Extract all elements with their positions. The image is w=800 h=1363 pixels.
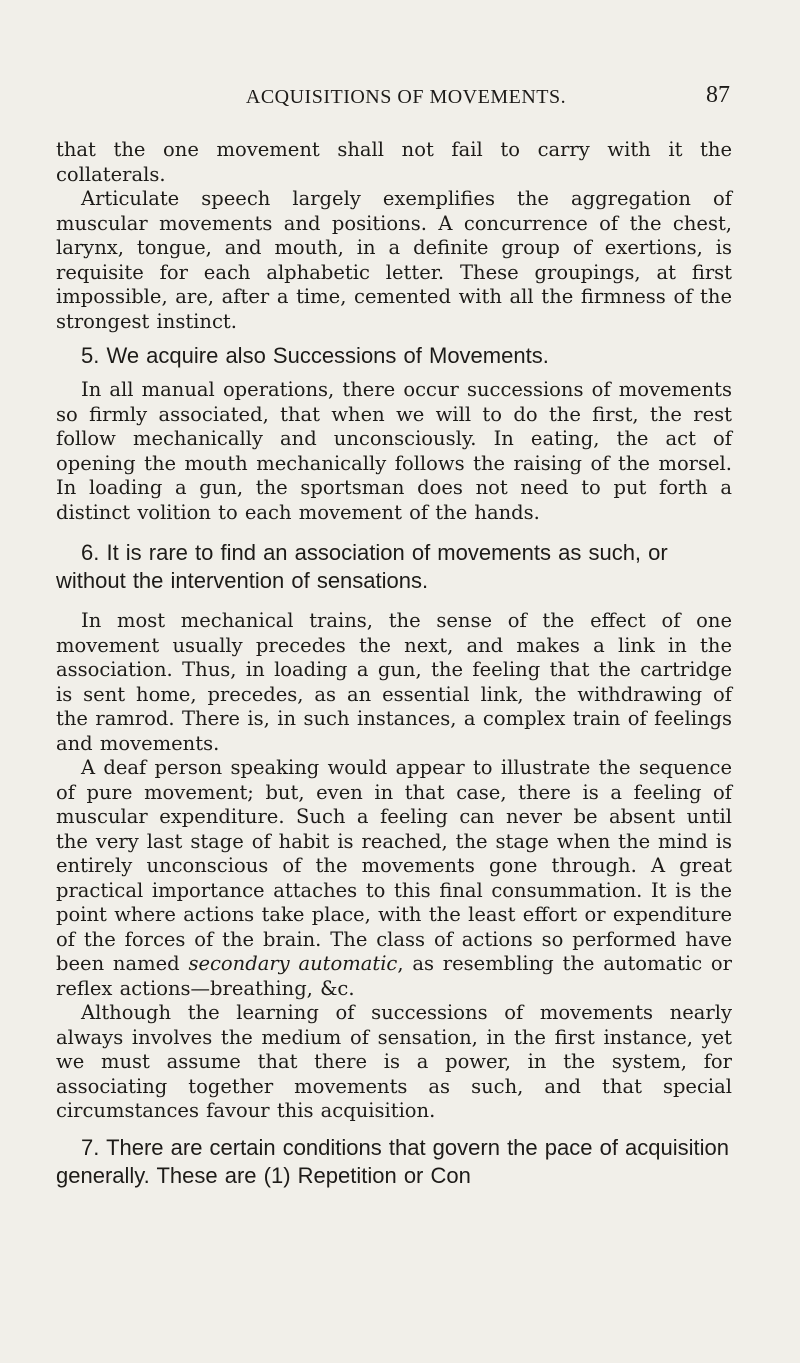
term-secondary-automatic: secondary automatic: [188, 952, 398, 975]
paragraph-although: Although the learning of successions of movements nearly always involves the medium of sensation, in the first instance, yet we must assume that there is a power, in the system, for associating together movements as such, and that special circumstances favour this acquisition.: [56, 1001, 732, 1122]
page-number: 87: [706, 82, 730, 108]
paragraph-collaterals: that the one movement shall not fail to carry with it the collaterals.: [56, 138, 732, 186]
section-heading-6: 6. It is rare to find an association of movements as such, or without the intervention of sensations.: [56, 540, 668, 593]
section-heading-7: 7. There are certain conditions that govern the pace of acquisition generally. These are (1) Repetition or Con: [56, 1134, 729, 1188]
page-body: [56, 138, 732, 1190]
paragraph-articulate-speech: Articulate speech largely exemplifies the aggregation of muscular movements and positions. A concurrence of the chest, larynx, tongue, and mouth, in a definite group of exertions, is requisite for each alphabetic letter. These groupings, at first impossible, are, after a time, cemented with all the firmness of the strongest instinct.: [56, 187, 732, 333]
paragraph-deaf-person: [56, 756, 732, 1001]
section-heading-5: 5. We acquire also Successions of Movements.: [81, 343, 549, 368]
paragraph-deaf-person-tail: , as resembling the automatic or reflex actions—breathing, &c.: [56, 952, 732, 1000]
paragraph-mechanical-trains: In most mechanical trains, the sense of the effect of one movement usually precedes the next, and makes a link in the association. Thus, in loading a gun, the feeling that the cartridge is sent home, precedes, as an essential link, the withdrawing of the ramrod. There is, in such instances, a complex train of feelings and movements.: [56, 609, 732, 755]
running-head: ACQUISITIONS OF MOVEMENTS.: [245, 86, 567, 108]
paragraph-deaf-person-text: A deaf person speaking would appear to illustrate the sequence of pure movement; but, even in that case, there is a feeling of muscular expenditure. Such a feeling can never be absent until the very last stage of habit is reached, the stage when the mind is entirely unconscious of the movements gone through. A great practical importance attaches to this final consummation. It is the point where actions take place, with the least effort or expenditure of the forces of the brain. The class of actions so performed have been named: [56, 756, 732, 975]
paragraph-manual-operations: In all manual operations, there occur successions of movements so firmly associated, that when we will to do the first, the rest follow mechanically and unconsciously. In eating, the act of opening the mouth mechanically follows the raising of the morsel. In loading a gun, the sportsman does not need to put forth a distinct volition to each movement of the hands.: [56, 378, 732, 524]
